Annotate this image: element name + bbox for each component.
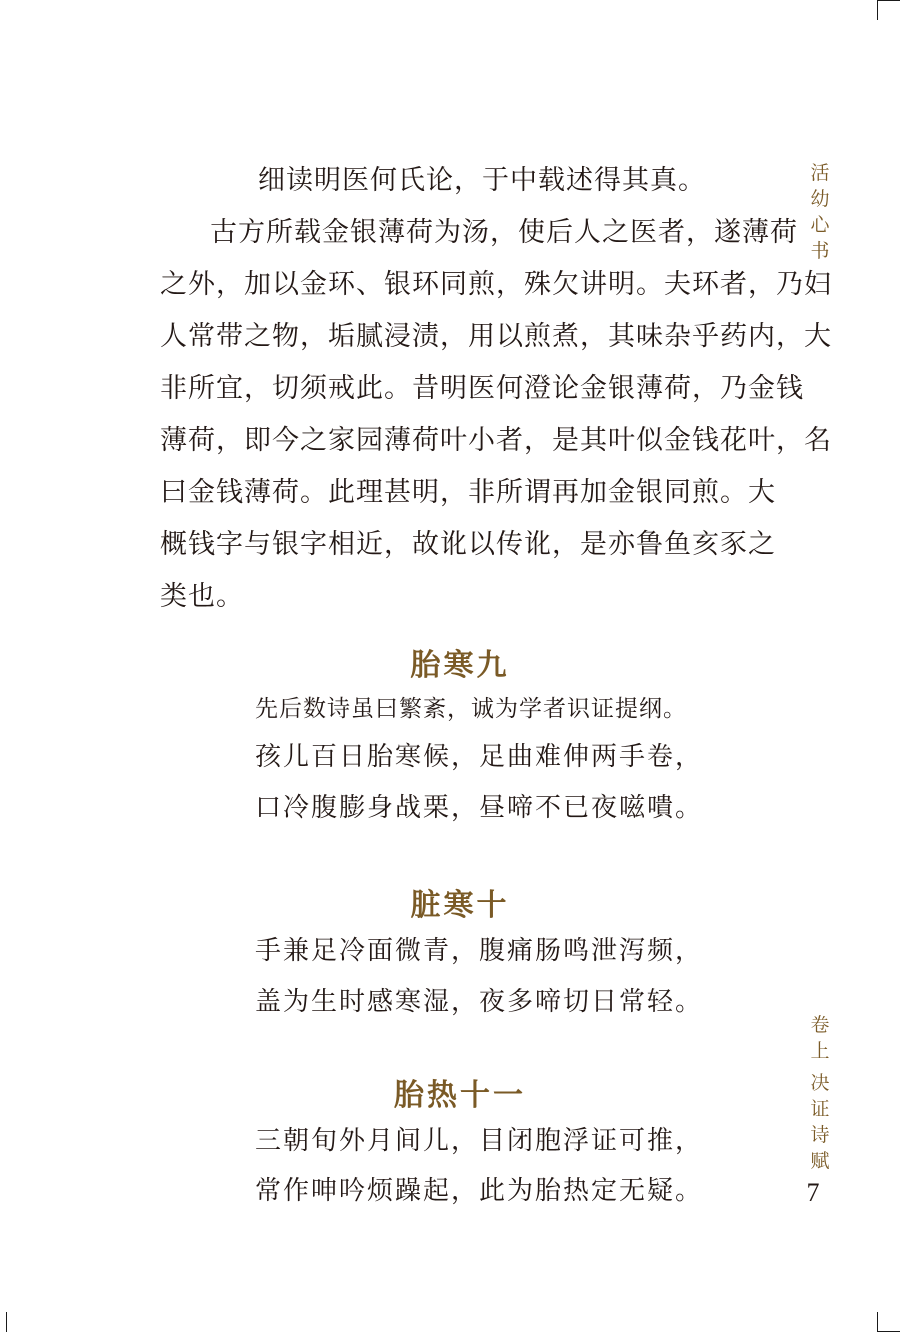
paragraph-line: 非所宜，切须戒此。昔明医何澄论金银薄荷，乃金钱 (160, 373, 804, 404)
running-head-chapter: 决证诗赋 (810, 1072, 830, 1172)
crop-mark (878, 0, 900, 1)
paragraph-line: 人常带之物，垢腻浸渍，用以煎煮，其味杂乎药内，大 (160, 321, 832, 352)
poem-line: 常作呻吟烦躁起，此为胎热定无疑。 (255, 1176, 704, 1206)
poem-line: 盖为生时感寒湿，夜多啼切日常轻。 (255, 987, 704, 1017)
poem-line: 手兼足冷面微青，腹痛肠鸣泄泻频， (255, 936, 704, 966)
running-head-volume: 卷上 (810, 1014, 830, 1062)
paragraph-line: 概钱字与银字相近，故讹以传讹，是亦鲁鱼亥豕之 (160, 529, 776, 560)
section-heading: 胎热十一 (394, 1078, 526, 1113)
intro-line: 细读明医何氏论，于中载述得其真。 (258, 165, 706, 196)
paragraph-line: 之外，加以金环、银环同煎，殊欠讲明。夫环者，乃妇 (160, 269, 832, 300)
crop-mark (6, 1312, 7, 1332)
paragraph-line: 类也。 (160, 581, 244, 612)
poem-line: 孩儿百日胎寒候，足曲难伸两手卷， (255, 742, 704, 772)
crop-mark (877, 0, 878, 20)
crop-mark (877, 1312, 878, 1332)
section-note: 先后数诗虽曰繁紊，诚为学者识证提纲。 (255, 696, 687, 722)
paragraph-line: 古方所载金银薄荷为汤，使后人之医者，遂薄荷 (210, 217, 798, 248)
running-head-book-title: 活幼心书 (810, 162, 830, 262)
poem-line: 口冷腹膨身战栗，昼啼不已夜嗞嘳。 (255, 793, 704, 823)
poem-line: 三朝旬外月间儿，目闭胞浮证可推， (255, 1126, 704, 1156)
section-heading: 胎寒九 (410, 648, 510, 683)
paragraph-line: 薄荷，即今之家园薄荷叶小者，是其叶似金钱花叶，名 (160, 425, 832, 456)
page-number: 7 (806, 1178, 820, 1207)
section-heading: 脏寒十 (410, 888, 510, 923)
paragraph-line: 曰金钱薄荷。此理甚明，非所谓再加金银同煎。大 (160, 477, 776, 508)
